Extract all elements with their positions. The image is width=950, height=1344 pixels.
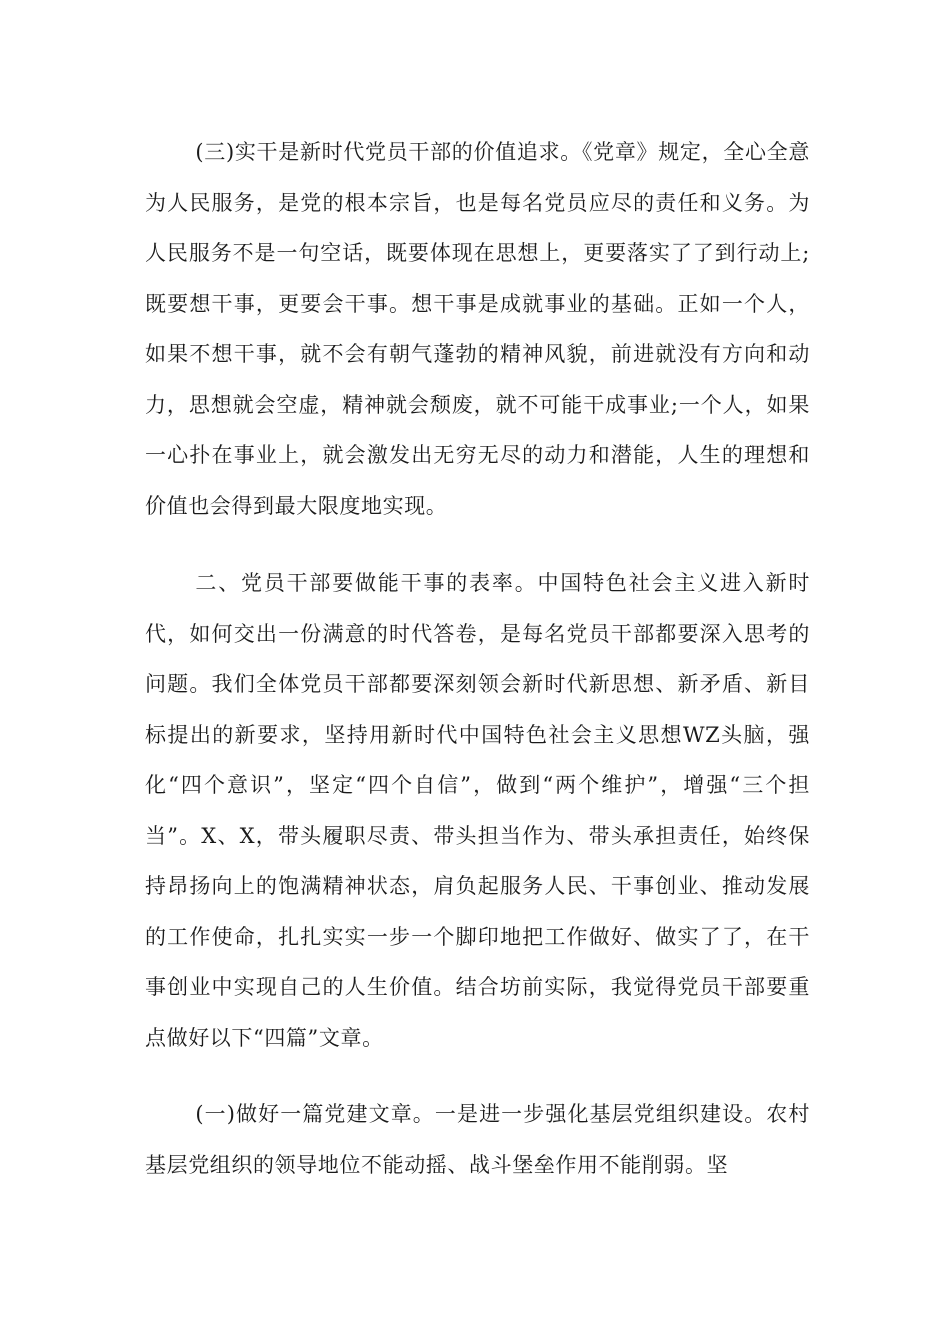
paragraph-text: (三)实干是新时代党员干部的价值追求。《党章》规定，全心全意为人民服务，是党的根本宗旨，也是每名党员应尽的责任和义务。为人民服务不是一句空话，既要体现在思想上，更要落实了了到行动上;既要想干事，更要会干事。想干事是成就事业的基础。正如一个人，如果不想干事，就不会有朝气蓬勃的精神风貌，前进就没有方向和动力，思想就会空虚，精神就会颓废，就不可能干成事业;一个人，如果一心扑在事业上，就会激发出无穷无尽的动力和潜能，人生的理想和价值也会得到最大限度地实现。 <box>145 140 810 518</box>
paragraph-text: (一)做好一篇党建文章。一是进一步强化基层党组织建设。农村基层党组织的领导地位不能动摇、战斗堡垒作用不能削弱。坚 <box>145 1102 810 1177</box>
paragraph-text: 二、党员干部要做能干事的表率。中国特色社会主义进入新时代，如何交出一份满意的时代答卷，是每名党员干部都要深入思考的问题。我们全体党员干部都要深刻领会新时代新思想、新矛盾、新目标提出的新要求，坚持用新时代中国特色社会主义思想WZ头脑，强化“四个意识”，坚定“四个自信”，做到“两个维护”，增强“三个担当”。X、X，带头履职尽责、带头担当作为、带头承担责任，始终保持昂扬向上的饱满精神状态，肩负起服务人民、干事创业、推动发展的工作使命，扎扎实实一步一个脚印地把工作做好、做实了了，在干事创业中实现自己的人生价值。结合坊前实际，我觉得党员干部要重点做好以下“四篇”文章。 <box>145 571 810 1050</box>
paragraph-value-pursuit <box>145 127 810 531</box>
paragraph-section-two <box>145 558 810 1063</box>
paragraph-party-building <box>145 1089 810 1190</box>
